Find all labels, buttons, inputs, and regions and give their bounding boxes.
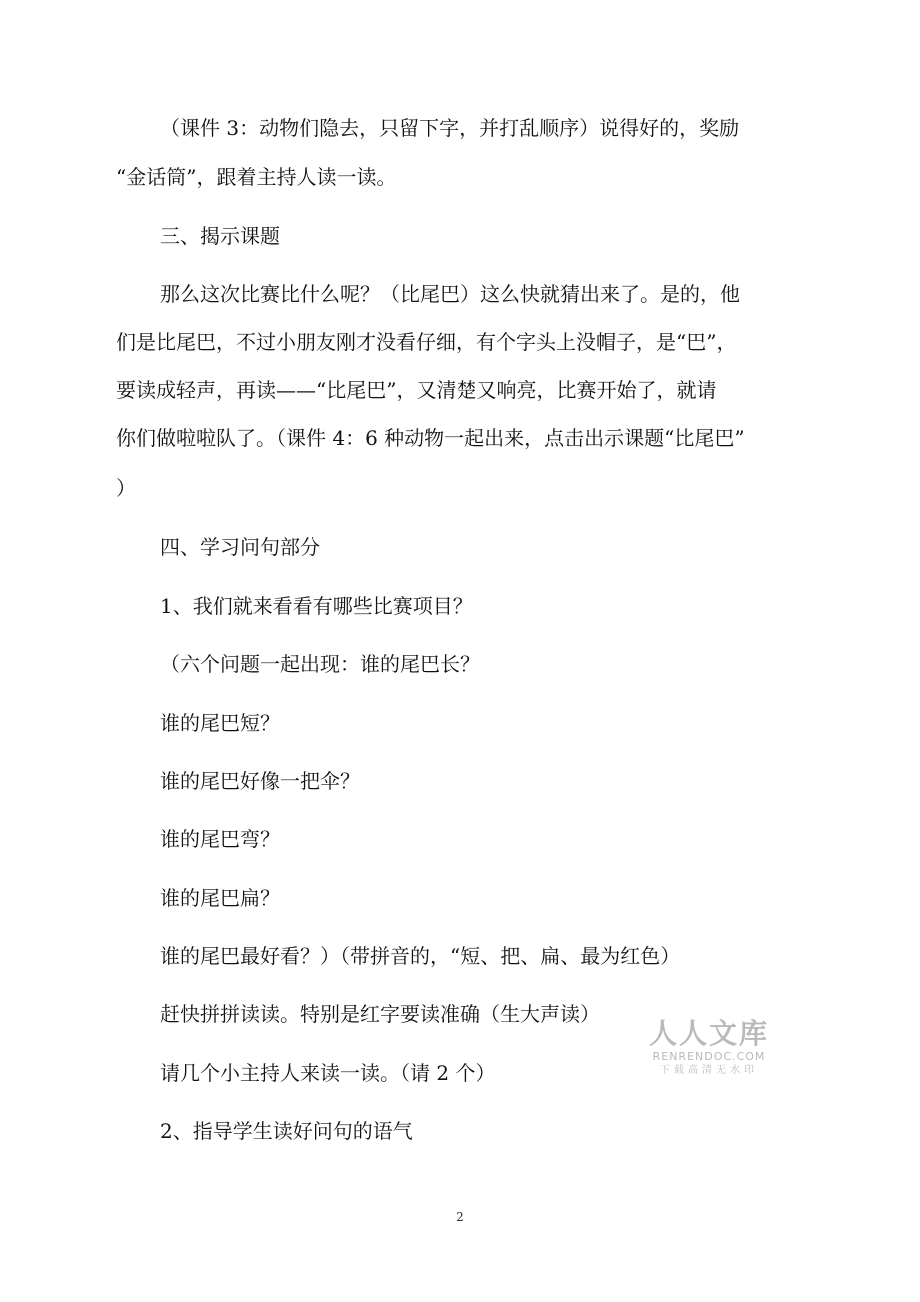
paragraph-line: 们是比尾巴，不过小朋友刚才没看仔细，有个字头上没帽子，是“巴”， — [116, 330, 737, 354]
paragraph-line: （六个问题一起出现：谁的尾巴长？ — [160, 652, 480, 676]
paragraph-line: 那么这次比赛比什么呢？（比尾巴）这么快就猜出来了。是的，他 — [160, 282, 740, 306]
paragraph-line: 你们做啦啦队了。（课件 4：6 种动物一起出来，点击出示课题“比尾巴” — [116, 426, 745, 450]
paragraph-line: ） — [116, 476, 136, 500]
paragraph-line: 1、我们就来看看有哪些比赛项目？ — [160, 594, 473, 618]
paragraph-line: 谁的尾巴弯？ — [160, 827, 280, 851]
paragraph-line: 谁的尾巴好像一把伞？ — [160, 769, 360, 793]
watermark-title: 人人文库 — [648, 1017, 769, 1050]
watermark-subtitle: 下载高清无水印 — [660, 1065, 758, 1076]
paragraph-line: 要读成轻声，再读——“比尾巴”，又清楚又响亮，比赛开始了，就请 — [116, 378, 717, 402]
paragraph-line: 谁的尾巴最好看？）（带拼音的，“短、把、扁、最为红色） — [160, 944, 681, 968]
section-heading: 三、揭示课题 — [160, 224, 280, 248]
page-number: 2 — [456, 1210, 464, 1224]
paragraph-line: “金话筒”，跟着主持人读一读。 — [116, 165, 397, 189]
watermark-logo — [646, 1018, 772, 1078]
section-heading: 四、学习问句部分 — [160, 535, 320, 559]
watermark-site: RENRENDOC.COM — [652, 1050, 766, 1063]
paragraph-line: 请几个小主持人来读一读。（请 2 个） — [160, 1061, 496, 1085]
section-heading: 2、指导学生读好问句的语气 — [160, 1119, 413, 1143]
paragraph-line: （课件 3：动物们隐去，只留下字，并打乱顺序）说得好的，奖励 — [160, 116, 740, 140]
paragraph-line: 赶快拼拼读读。特别是红字要读准确（生大声读） — [160, 1002, 600, 1026]
paragraph-line: 谁的尾巴短？ — [160, 711, 280, 735]
paragraph-line: 谁的尾巴扁？ — [160, 886, 280, 910]
